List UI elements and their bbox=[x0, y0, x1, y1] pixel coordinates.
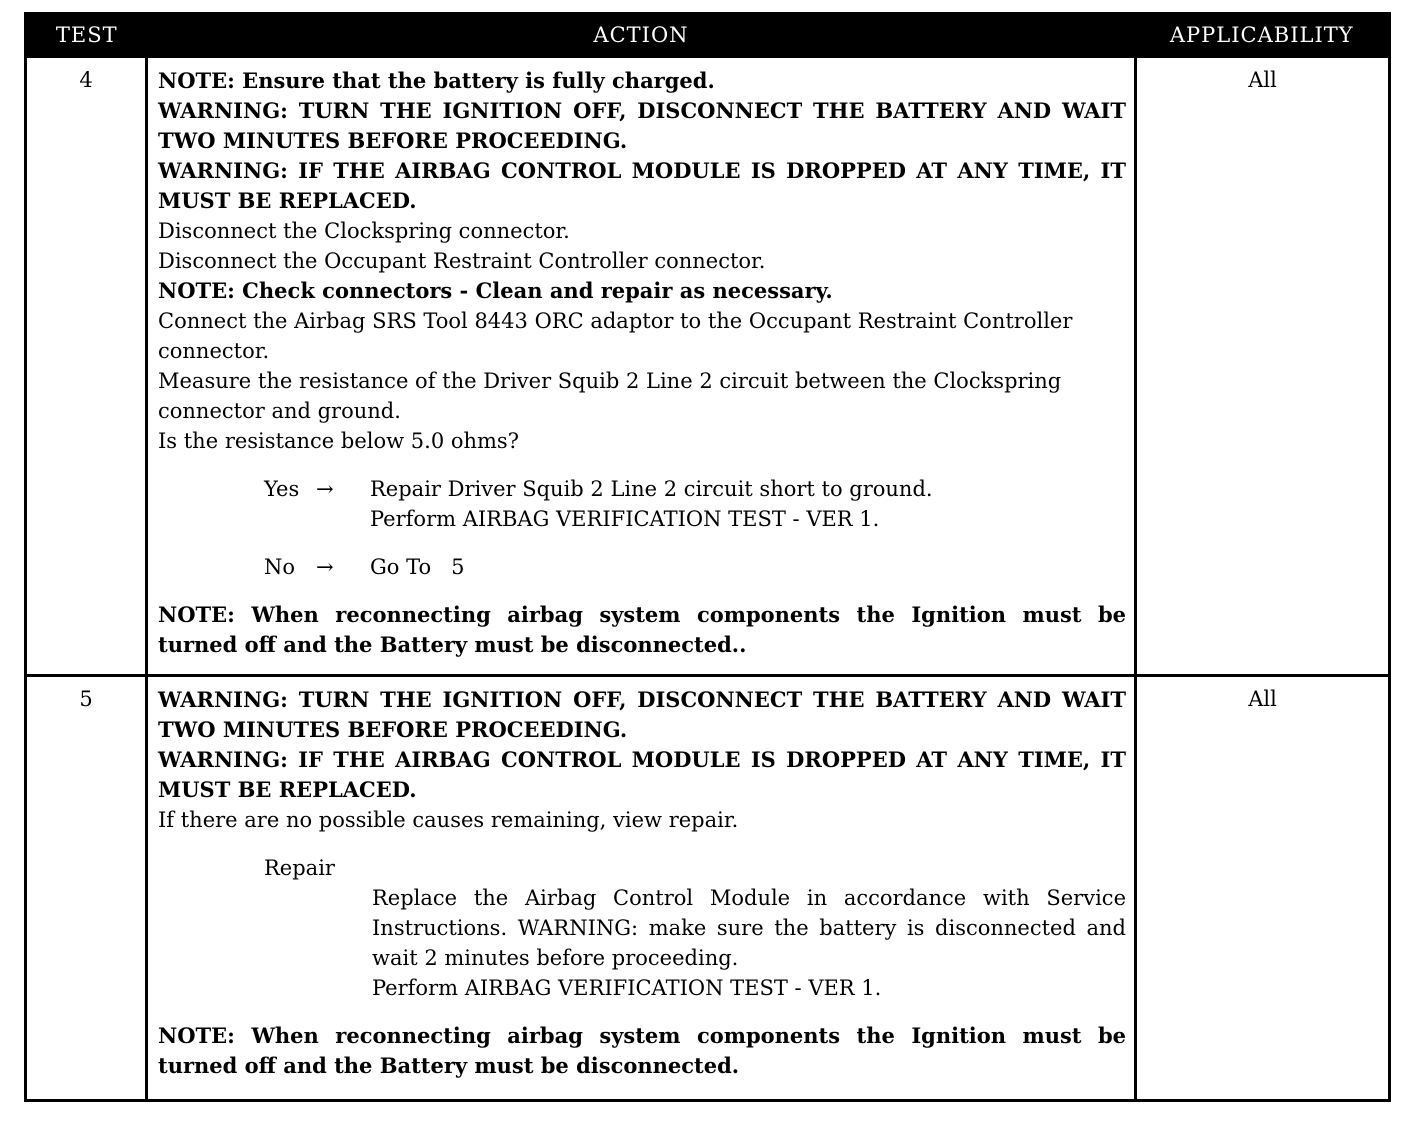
step-view-repair: If there are no possible causes remaining, view repair. bbox=[158, 808, 739, 832]
note-reconnecting: NOTE: When reconnecting airbag system components the Ignition must be turned off and the Battery must be disconnected.. bbox=[158, 602, 1126, 657]
question-resistance: Is the resistance below 5.0 ohms? bbox=[158, 429, 519, 453]
arrow-right-icon: → bbox=[316, 477, 334, 501]
action-cell bbox=[147, 676, 1136, 1101]
choice-yes-text bbox=[370, 474, 1126, 534]
choice-yes-line1: Repair Driver Squib 2 Line 2 circuit short to ground. bbox=[370, 477, 933, 501]
repair-perform: Perform AIRBAG VERIFICATION TEST - VER 1. bbox=[372, 976, 882, 1000]
note-check-connectors: NOTE: Check connectors - Clean and repair as necessary. bbox=[158, 278, 833, 303]
header-test: TEST bbox=[26, 14, 147, 57]
step-measure-resistance: Measure the resistance of the Driver Squib 2 Line 2 circuit between the Clockspring connector and ground. bbox=[158, 369, 1062, 423]
header-applicability: APPLICABILITY bbox=[1136, 14, 1390, 57]
warning-ignition-off: WARNING: TURN THE IGNITION OFF, DISCONNECT THE BATTERY AND WAIT TWO MINUTES BEFORE PROCEEDING. bbox=[158, 687, 1126, 742]
diagnostic-test-table bbox=[24, 12, 1391, 1102]
applicability-value: All bbox=[1136, 57, 1390, 676]
choice-no-text: Go To 5 bbox=[370, 555, 465, 579]
choice-no-label: No bbox=[264, 555, 296, 579]
choice-yes-label: Yes bbox=[264, 477, 300, 501]
table-row-test-4 bbox=[26, 57, 1390, 676]
action-cell bbox=[147, 57, 1136, 676]
header-action: ACTION bbox=[147, 14, 1136, 57]
applicability-value: All bbox=[1136, 676, 1390, 1101]
warning-module-dropped: WARNING: IF THE AIRBAG CONTROL MODULE IS DROPPED AT ANY TIME, IT MUST BE REPLACED. bbox=[158, 747, 1126, 802]
repair-text: Replace the Airbag Control Module in accordance with Service Instructions. WARNING: make sure the battery is disconnected and wait 2 minutes before proceeding. bbox=[372, 886, 1126, 970]
arrow-right-icon: → bbox=[316, 555, 334, 579]
warning-module-dropped: WARNING: IF THE AIRBAG CONTROL MODULE IS DROPPED AT ANY TIME, IT MUST BE REPLACED. bbox=[158, 158, 1126, 213]
test-number: 4 bbox=[26, 57, 147, 676]
choice-yes bbox=[264, 474, 1126, 534]
header-row bbox=[26, 14, 1390, 57]
step-disconnect-orc: Disconnect the Occupant Restraint Controller connector. bbox=[158, 249, 766, 273]
choice-no bbox=[264, 552, 1126, 582]
test-number: 5 bbox=[26, 676, 147, 1101]
warning-ignition-off: WARNING: TURN THE IGNITION OFF, DISCONNECT THE BATTERY AND WAIT TWO MINUTES BEFORE PROCEEDING. bbox=[158, 98, 1126, 153]
step-connect-adaptor: Connect the Airbag SRS Tool 8443 ORC adaptor to the Occupant Restraint Controller connector. bbox=[158, 309, 1073, 363]
table-row-test-5 bbox=[26, 676, 1390, 1101]
note-reconnecting: NOTE: When reconnecting airbag system components the Ignition must be turned off and the Battery must be disconnected. bbox=[158, 1023, 1126, 1078]
repair-label: Repair bbox=[264, 856, 335, 880]
step-disconnect-clockspring: Disconnect the Clockspring connector. bbox=[158, 219, 570, 243]
note-battery-charged: NOTE: Ensure that the battery is fully charged. bbox=[158, 68, 715, 93]
choice-yes-line2: Perform AIRBAG VERIFICATION TEST - VER 1. bbox=[370, 507, 880, 531]
